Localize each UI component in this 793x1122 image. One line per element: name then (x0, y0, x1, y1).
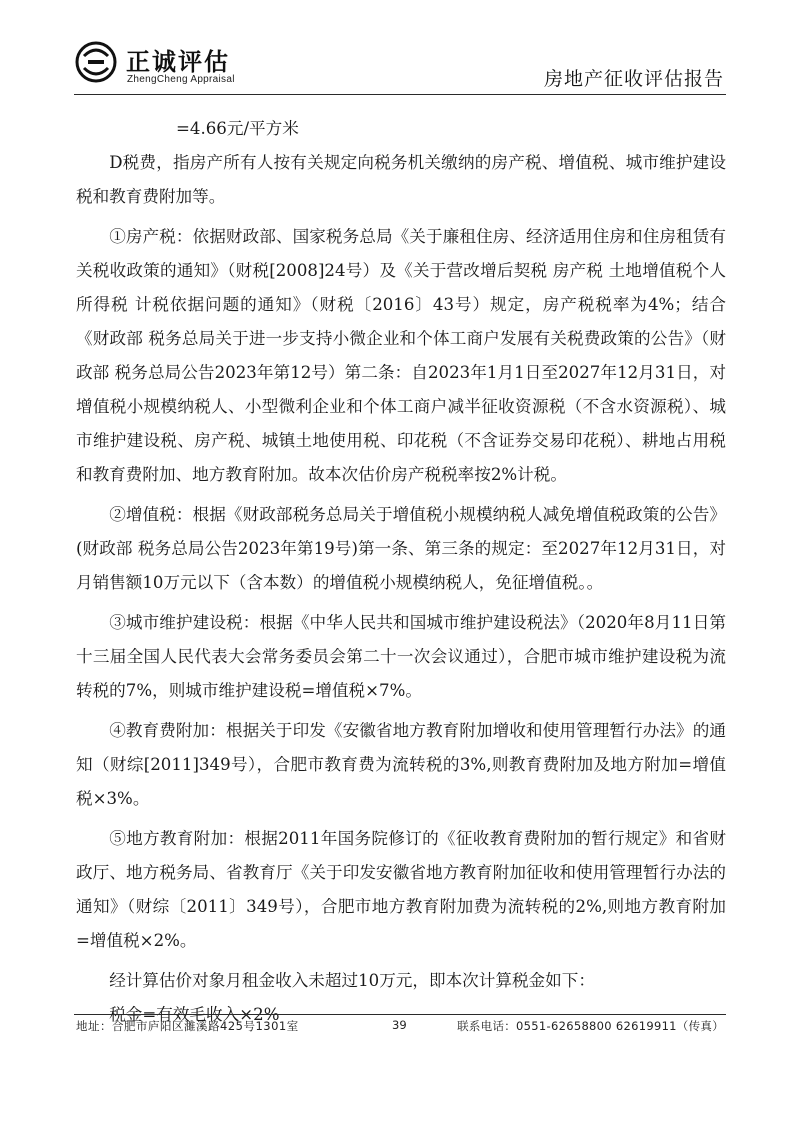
paragraph-education-fee: ④教育费附加：根据关于印发《安徽省地方教育附加增收和使用管理暂行办法》的通知（财综[2011]349号），合肥市教育费为流转税的3%,则教育费附加及地方附加=增值税×3%。 (76, 721, 726, 808)
paragraph-city-construction-tax: ③城市维护建设税：根据《中华人民共和国城市维护建设税法》（2020年8月11日第十三届全国人民代表大会常务委员会第二十一次会议通过），合肥市城市维护建设税为流转税的7%，则城市维护建设税=增值税×7%。 (76, 613, 726, 700)
tax-formula-line: 税金=有效毛收入×2% (109, 1005, 280, 1024)
page-number: 39 (392, 1018, 407, 1032)
paragraph-property-tax: ①房产税：依据财政部、国家税务总局《关于廉租住房、经济适用住房和住房租赁有关税收政策的通知》（财税[2008]24号）及《关于营改增后契税 房产税 土地增值税个人所得税 计税依据问题的通知》（财税〔2016〕43号）规定，房产税税率为4%；结合《财政部 税务总局关于进一步支持小微企业和个体工商户发展有关税费政策的公告》（财政部 税务总局公告2023年第12号）第二条：自2023年1月1日至2027年12月31日，对增值税小规模纳税人、小型微利企业和个体工商户减半征收资源税（不含水资源税）、城市维护建设税、房产税、城镇土地使用税、印花税（不含证券交易印花税）、耕地占用税和教育费附加、地方教育附加。故本次估价房产税税率按2%计税。 (76, 227, 726, 484)
paragraph-local-education-fee: ⑤地方教育附加：根据2011年国务院修订的《征收教育费附加的暂行规定》和省财政厅、地方税务局、省教育厅《关于印发安徽省地方教育附加征收和使用管理暂行办法的通知》（财综〔2011〕349号），合肥市地方教育附加费为流转税的2%,则地方教育附加=增值税×2%。 (76, 829, 726, 950)
footer-address: 地址：合肥市庐阳区濉溪路425号1301室 (76, 1019, 299, 1033)
zhengcheng-logo-icon (74, 40, 118, 84)
document-body (76, 112, 726, 1032)
logo-english-name: ZhengCheng Appraisal (127, 74, 235, 85)
paragraph-conclusion: 经计算估价对象月租金收入未超过10万元，即本次计算税金如下： (109, 971, 595, 990)
page-footer (74, 1014, 726, 1038)
logo-chinese-name: 正诚评估 (126, 48, 230, 76)
paragraph-tax-definition: D税费，指房产所有人按有关规定向税务机关缴纳的房产税、增值税、城市维护建设税和教育费附加等。 (76, 153, 726, 206)
report-title: 房地产征收评估报告 (543, 68, 724, 90)
paragraph-vat: ②增值税：根据《财政部税务总局关于增值税小规模纳税人减免增值税政策的公告》(财政部 税务总局公告2023年第19号)第一条、第三条的规定：至2027年12月31日，对月销售额10万元以下（含本数）的增值税小规模纳税人，免征增值税。。 (76, 505, 726, 592)
footer-phone: 联系电话：0551-62658800 62619911（传真） (457, 1019, 724, 1033)
rent-formula-line: =4.66元/平方米 (176, 119, 299, 138)
page-header (74, 38, 726, 95)
